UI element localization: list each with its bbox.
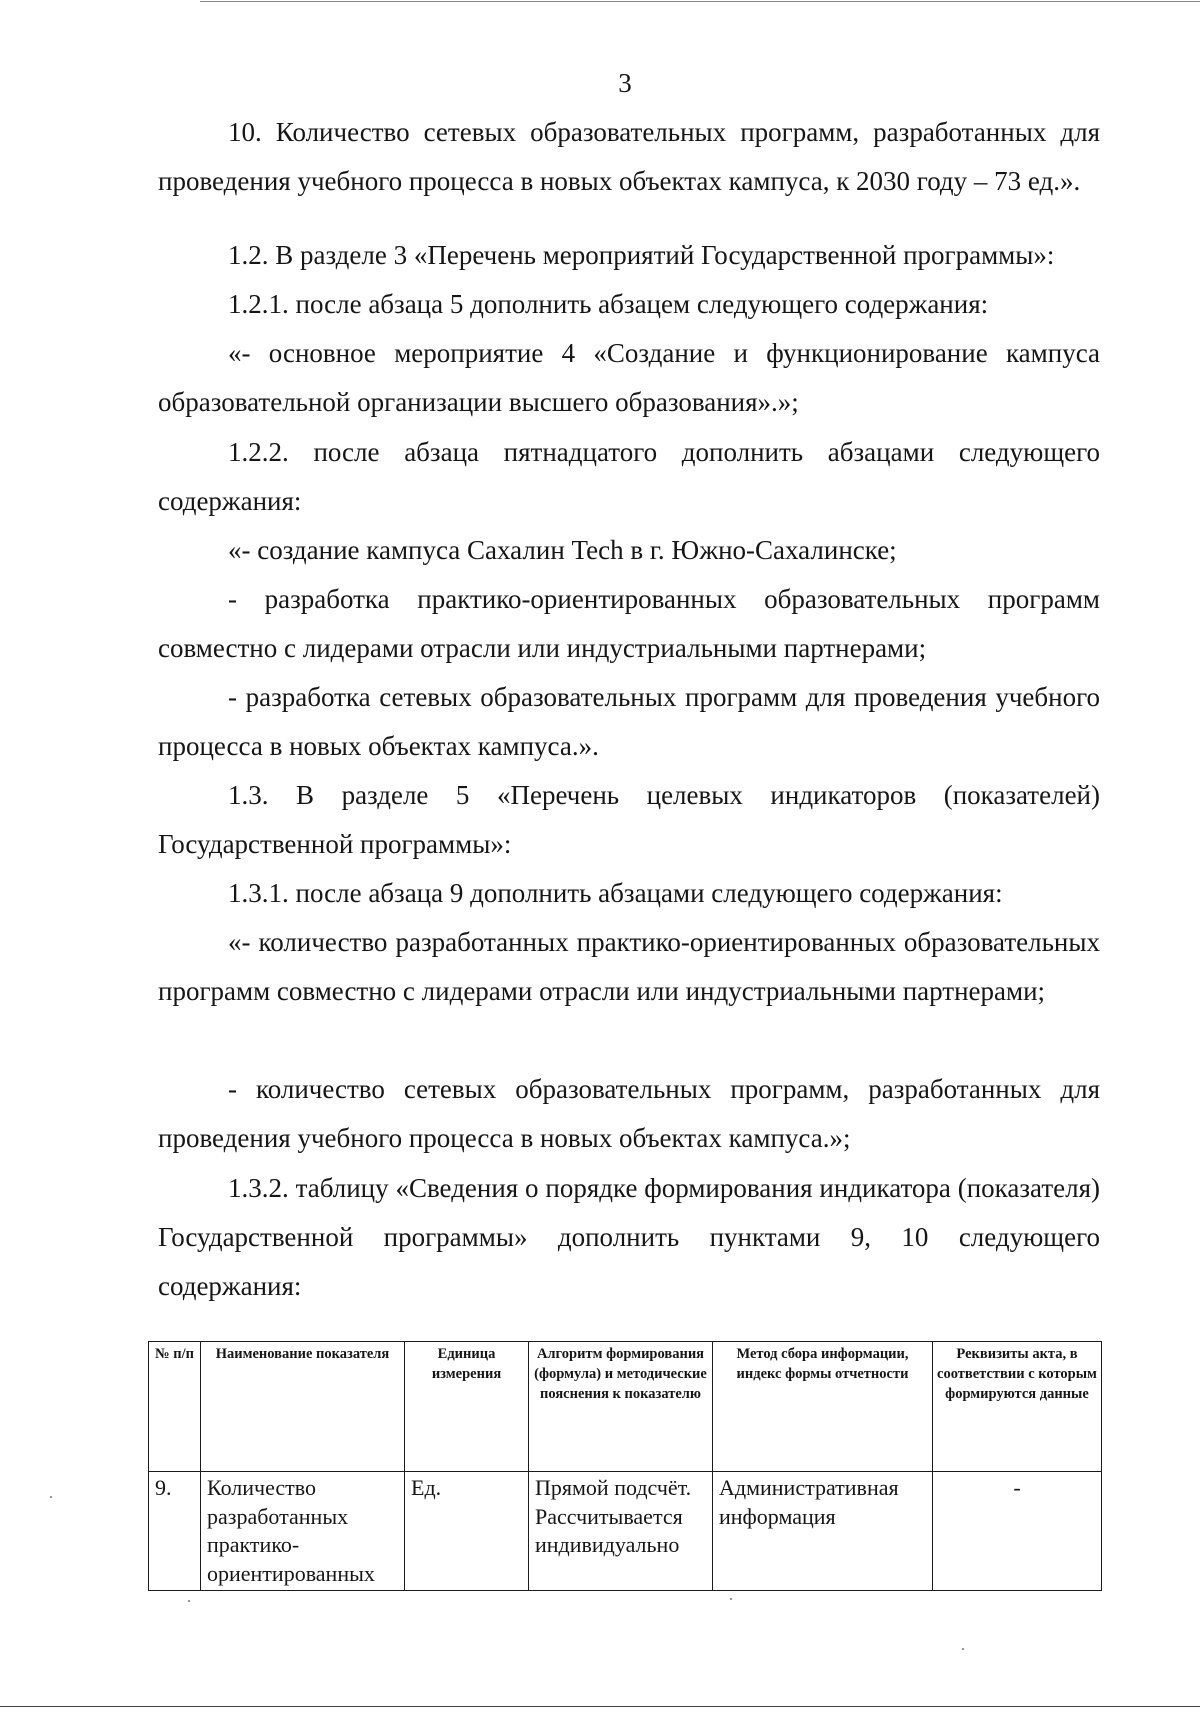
- cell-number: 9.: [149, 1472, 201, 1591]
- scan-edge-bottom: [0, 1706, 1200, 1707]
- header-collection-method: Метод сбора информации, индекс формы отчетности: [713, 1342, 933, 1472]
- paragraph-indicator-10: 10. Количество сетевых образовательных программ, разработанных для проведения учебного процесса в новых объектах кампуса, к 2030 году – 73 ед.».: [158, 117, 1100, 196]
- paragraph-practice-programs: - разработка практико-ориентированных образовательных программ совместно с лидерами отрасли или индустриальными партнерами;: [158, 584, 1100, 663]
- table-header-row: [149, 1342, 1102, 1472]
- cell-act-details: -: [933, 1472, 1102, 1591]
- scan-edge-top: [200, 1, 1200, 2]
- paragraph-1-2-2: 1.2.2. после абзаца пятнадцатого дополнить абзацами следующего содержания:: [158, 437, 1100, 516]
- scan-speck: [962, 1648, 964, 1650]
- scan-speck: [730, 1598, 732, 1600]
- paragraph-1-2-1: 1.2.1. после абзаца 5 дополнить абзацем следующего содержания:: [228, 289, 989, 319]
- header-number: № п/п: [149, 1342, 201, 1472]
- header-indicator-name: Наименование показателя: [201, 1342, 405, 1472]
- cell-collection-method: Административная информация: [713, 1472, 933, 1591]
- scan-speck: [50, 1496, 52, 1498]
- paragraph-1-3: 1.3. В разделе 5 «Перечень целевых индикаторов (показателей) Государственной программы»:: [158, 780, 1100, 859]
- paragraph-campus-creation: «- создание кампуса Сахалин Tech в г. Южно-Сахалинске;: [228, 535, 897, 565]
- paragraph-network-programs: - разработка сетевых образовательных программ для проведения учебного процесса в новых объектах кампуса.».: [158, 682, 1100, 761]
- table-row: [149, 1472, 1102, 1591]
- paragraph-count-network-programs: - количество сетевых образовательных программ, разработанных для проведения учебного процесса в новых объектах кампуса.»;: [158, 1074, 1100, 1153]
- paragraph-main-activity-4: «- основное мероприятие 4 «Создание и функционирование кампуса образовательной организации высшего образования».»;: [158, 338, 1100, 417]
- scan-speck: [188, 1600, 190, 1602]
- header-algorithm: Алгоритм формирования (формула) и методические пояснения к показателю: [529, 1342, 713, 1472]
- cell-unit: Ед.: [405, 1472, 529, 1591]
- paragraph-count-practice-programs: «- количество разработанных практико-ориентированных образовательных программ совместно с лидерами отрасли или индустриальными партнерами;: [158, 927, 1100, 1006]
- paragraph-1-3-1: 1.3.1. после абзаца 9 дополнить абзацами следующего содержания:: [228, 878, 1003, 908]
- cell-indicator-name: Количество разработанных практико-ориентированных: [201, 1472, 405, 1591]
- paragraph-1-3-2: 1.3.2. таблицу «Сведения о порядке формирования индикатора (показателя) Государственной программы» дополнить пунктами 9, 10 следующего содержания:: [158, 1173, 1100, 1301]
- indicators-table: [148, 1341, 1102, 1591]
- page-number: 3: [618, 68, 632, 98]
- cell-algorithm: Прямой подсчёт. Рассчитывается индивидуально: [529, 1472, 713, 1591]
- paragraph-1-2: 1.2. В разделе 3 «Перечень мероприятий Государственной программы»:: [228, 240, 1055, 270]
- header-unit: Единица измерения: [405, 1342, 529, 1472]
- header-act-details: Реквизиты акта, в соответствии с которым формируются данные: [933, 1342, 1102, 1472]
